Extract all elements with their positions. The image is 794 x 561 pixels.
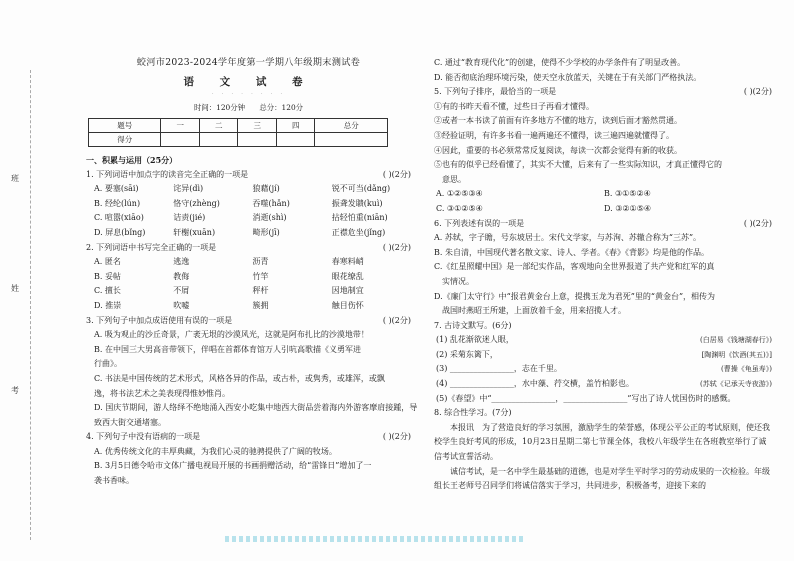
option-c: C. ③①②⑤④ [436, 203, 483, 213]
question-6-option-d: D.《廉门太守行》中“报君黄金台上意，提携玉龙为君死”里的“黄金台”，相传为 [434, 291, 716, 301]
option-term: 竹竿 [252, 271, 269, 281]
question-2-option-b [86, 270, 411, 285]
right-column [434, 56, 772, 494]
question-5-stem [434, 85, 772, 100]
question-5-item-cont: 意思。 [442, 174, 466, 184]
poem-source: (曹操《龟虽寿》) [721, 365, 772, 374]
question-1-option-a [86, 182, 411, 197]
question-5-item: ③经验证明，有许多书看一遍两遍还不懂得，读三遍四遍就懂得了。 [434, 130, 674, 140]
question-5-item: ④因此，重要的书必须常常反复阅读，每读一次都会觉得有新的收获。 [434, 145, 682, 155]
exam-time: 时间：120分钟 [193, 103, 246, 112]
score-header-cell: 四 [276, 119, 315, 133]
exam-total: 总分：120分 [259, 103, 304, 112]
option-term: A. 要塞(sāi) [94, 184, 139, 194]
question-4-option-d: D. 能否彻底治理环境污染，使天空永放蓝天，关键在于有关部门严格执法。 [434, 72, 702, 82]
score-cell [238, 133, 277, 147]
question-3-option-b: B. 在中国三大男高音带领下，伴唱在首都体育馆万人引吭高歌描《义勇军进 [94, 344, 361, 354]
question-3-option-c: C. 书法是中国传统的艺术形式，风格各异的作品，或古朴，或隽秀，或雄浑，或飘 [94, 373, 385, 383]
option-term: 秤杆 [252, 286, 269, 296]
poem-line-2 [434, 348, 772, 363]
option-term: B. 妥帖 [94, 271, 121, 281]
question-2-option-d [86, 299, 411, 314]
option-term: 吞噬(hǎn) [252, 198, 290, 208]
question-3-option-b-cont: 行曲》。 [94, 359, 122, 369]
news-paragraph-1: 本报讯 为了营造良好的学习氛围，激励学生的荣誉感，体现公平公正的考试原则，使还我校学生良好考风的形成，10月23日星期二第七节课全体，我校八年级学生在各班教室举行了诚信考试宣誓活动。 [434, 422, 770, 462]
exam-subtitle: 语 文 试 卷 [183, 76, 314, 88]
question-4-option-c: C. 通过“教育现代化”的创建，使得不少学校的办学条件有了明显改善。 [434, 58, 686, 67]
question-text: 5. 下列句子排序，最恰当的一项是 [434, 87, 557, 97]
poem-line-text: (2) 采菊东篱下， [436, 349, 498, 359]
question-1-stem [86, 168, 411, 183]
poem-source: (苏轼《记承天寺夜游》) [700, 380, 772, 389]
score-header-cell: 题号 [89, 119, 161, 133]
question-1-option-d [86, 226, 411, 241]
question-3-stem [86, 314, 411, 329]
bleed-through-text: · · · · · · · · [211, 91, 286, 98]
option-term: 眼花缭乱 [331, 271, 364, 281]
option-term: C. 喧嚣(xiāo) [94, 213, 144, 223]
binding-label-class: 班 [11, 174, 19, 183]
question-6-option-a: A. 苏轼，字子瞻，号东坡居士。宋代文学家，与苏洵、苏辙合称为“三苏”。 [434, 233, 702, 243]
left-column [86, 56, 418, 489]
score-header-cell: 总分 [315, 119, 388, 133]
question-score: ( )(2分) [382, 432, 411, 442]
question-6-option-c-cont: 实情况。 [442, 276, 474, 286]
question-2-stem [86, 241, 411, 256]
score-header-cell: 二 [199, 119, 238, 133]
option-term: 拈轻怕重(niān) [331, 213, 388, 223]
question-3-option-a: A. 吸为观止的沙丘奇景，广袤无垠的沙漠风光，这就是阿布扎比的沙漠地带！ [94, 330, 369, 340]
scan-artifact [225, 536, 525, 542]
question-score: ( )(2分) [382, 169, 411, 179]
option-term: 沥青 [252, 257, 269, 267]
option-b: B. ③①⑤②④ [604, 189, 651, 199]
option-term: 逃逸 [173, 257, 190, 267]
question-2-option-a [86, 255, 411, 270]
option-term: 诧异(dì) [173, 184, 204, 194]
option-term: 轩榭(xuān) [173, 227, 216, 237]
poem-line-text: (5)《春望》中“________________，________________”写出了诗人忧国伤时的感慨。 [436, 393, 736, 403]
question-6-option-b: B. 朱自清，中国现代著名散文家、诗人、学者。《春》《背影》均是他的作品。 [434, 247, 709, 257]
option-term: 恪守(zhèng) [173, 198, 220, 208]
question-text: 3. 下列句子中加点成语使用有误的一项是 [86, 315, 233, 325]
option-term: 因地制宜 [331, 286, 364, 296]
poem-line-4 [434, 377, 772, 392]
question-3-option-d-cont: 致西大街交通堵塞。 [94, 417, 166, 427]
question-5-options-cd [434, 202, 772, 217]
poem-source: [陶渊明《饮酒(其五)》] [701, 350, 772, 359]
option-term: 教侮 [173, 271, 190, 281]
question-3-option-c-cont: 逸，将书法艺术之美表现得惟妙惟肖。 [94, 388, 230, 398]
option-term: D. 推崇 [94, 300, 122, 310]
question-5-options-ab [434, 187, 772, 202]
score-cell [276, 133, 315, 147]
option-term: 簇拥 [252, 300, 269, 310]
question-2-option-c [86, 284, 411, 299]
poem-line-5 [434, 392, 772, 407]
question-6-option-c: C.《红星照耀中国》是一部纪实作品，客观地向全世界报道了共产党和红军的真 [434, 262, 715, 272]
question-text: 6. 下列表述有误的一项是 [434, 218, 525, 228]
question-4-stem [86, 430, 411, 445]
score-cell [315, 133, 388, 147]
option-term: 振聋发聩(kuì) [331, 198, 383, 208]
option-term: 吹嘘 [173, 300, 190, 310]
option-term: 消逝(shì) [252, 213, 287, 223]
option-term: 锐不可当(dǎng) [331, 184, 391, 194]
question-8-stem: 8. 综合性学习。(7分) [434, 408, 512, 418]
question-text: 2. 下列词语中书写完全正确的一项是 [86, 242, 217, 252]
question-6-stem [434, 217, 772, 232]
binding-margin [8, 70, 48, 540]
option-term: C. 擅长 [94, 286, 121, 296]
question-5-item: ⑤也有的似乎已经看懂了，其实不大懂，后来有了一些实际知识，才真正懂得它的 [434, 160, 722, 170]
option-term: 不屑 [173, 286, 190, 296]
question-score: ( )(2分) [382, 315, 411, 325]
score-header-cell: 一 [161, 119, 200, 133]
question-4-option-b-cont: 袭书香味。 [94, 476, 134, 486]
poem-line-1 [434, 333, 772, 348]
option-term: D. 屏息(bǐng) [94, 227, 146, 237]
score-row-label: 得分 [89, 133, 161, 147]
question-1-option-c [86, 211, 411, 226]
question-score: ( )(2分) [743, 218, 772, 228]
question-7-stem: 7. 古诗文默写。(6分) [434, 320, 512, 330]
exam-meta [86, 102, 411, 114]
option-term: 诘责(jié) [173, 213, 206, 223]
question-5-item: ①有的书昨天看不懂，过些日子再看才懂得。 [434, 101, 594, 111]
question-4-option-a: A. 优秀传统文化的丰厚典藏，为我们心灵的驰骋提供了广阔的牧场。 [94, 446, 337, 456]
question-text: 4. 下列句子中没有语病的一项是 [86, 432, 201, 442]
poem-line-text: (1) 乱花渐欲迷人眼， [436, 335, 514, 345]
score-table [88, 118, 388, 147]
score-table-header [89, 119, 388, 133]
poem-line-3 [434, 362, 772, 377]
score-cell [199, 133, 238, 147]
poem-line-text: (3) ________________，志在千里。 [436, 364, 562, 374]
option-d: D. ③②①⑤④ [604, 203, 652, 213]
option-term: 正襟危坐(jǐng) [331, 227, 386, 237]
score-table-row [89, 133, 388, 147]
question-1-option-b [86, 197, 411, 212]
binding-label-name: 姓 [11, 284, 19, 293]
exam-title: 蛟河市2023-2024学年度第一学期八年级期末测试卷 [136, 57, 361, 68]
binding-cut-line [30, 70, 31, 540]
option-a: A. ①②⑤③④ [436, 189, 483, 199]
poem-source: (白居易《钱塘湖春行》) [700, 336, 772, 345]
score-cell [161, 133, 200, 147]
question-3-option-d: D. 国庆节期间，游人络绎不绝地涌入西安小吃集中地西大街品尝着海内外游客摩肩接踵，导 [94, 403, 418, 413]
question-6-option-d-cont: 战国时燕昭王所建，上面放着千金，用来招揽人才。 [442, 306, 626, 316]
question-score: ( )(2分) [743, 87, 772, 97]
question-4-option-b: B. 3月5日德令哈市文体广播电视局开展的书画捐赠活动，给“雷锋日”增加了一 [94, 461, 372, 471]
score-header-cell: 三 [238, 119, 277, 133]
option-term: 狼藉(jí) [252, 184, 280, 194]
question-text: 1. 下列词语中加点字的读音完全正确的一项是 [86, 169, 249, 179]
binding-label-exam: 考 [11, 386, 19, 395]
option-term: 春寒料峭 [331, 257, 364, 267]
poem-line-text: (4) ________________，水中藻、荇交横，盖竹柏影也。 [436, 379, 634, 389]
question-score: ( )(2分) [382, 242, 411, 252]
option-term: 触目伤怀 [331, 300, 364, 310]
section-1-heading: 一、积累与运用（25分） [86, 155, 178, 165]
question-5-item: ②或者一本书读了前面有许多地方不懂的地方，读到后面才豁然贯通。 [434, 116, 682, 126]
option-term: A. 匿名 [94, 257, 121, 267]
option-term: 畸形(jī) [252, 227, 280, 237]
news-paragraph-2: 诚信考试，是一名中学生最基础的道德，也是对学生平时学习的劳动成果的一次检验。年级组长王老师号召同学们将诚信落实于学习，共同进步，积极备考，迎接下来的 [434, 466, 770, 491]
option-term: B. 经纶(lún) [94, 198, 141, 208]
